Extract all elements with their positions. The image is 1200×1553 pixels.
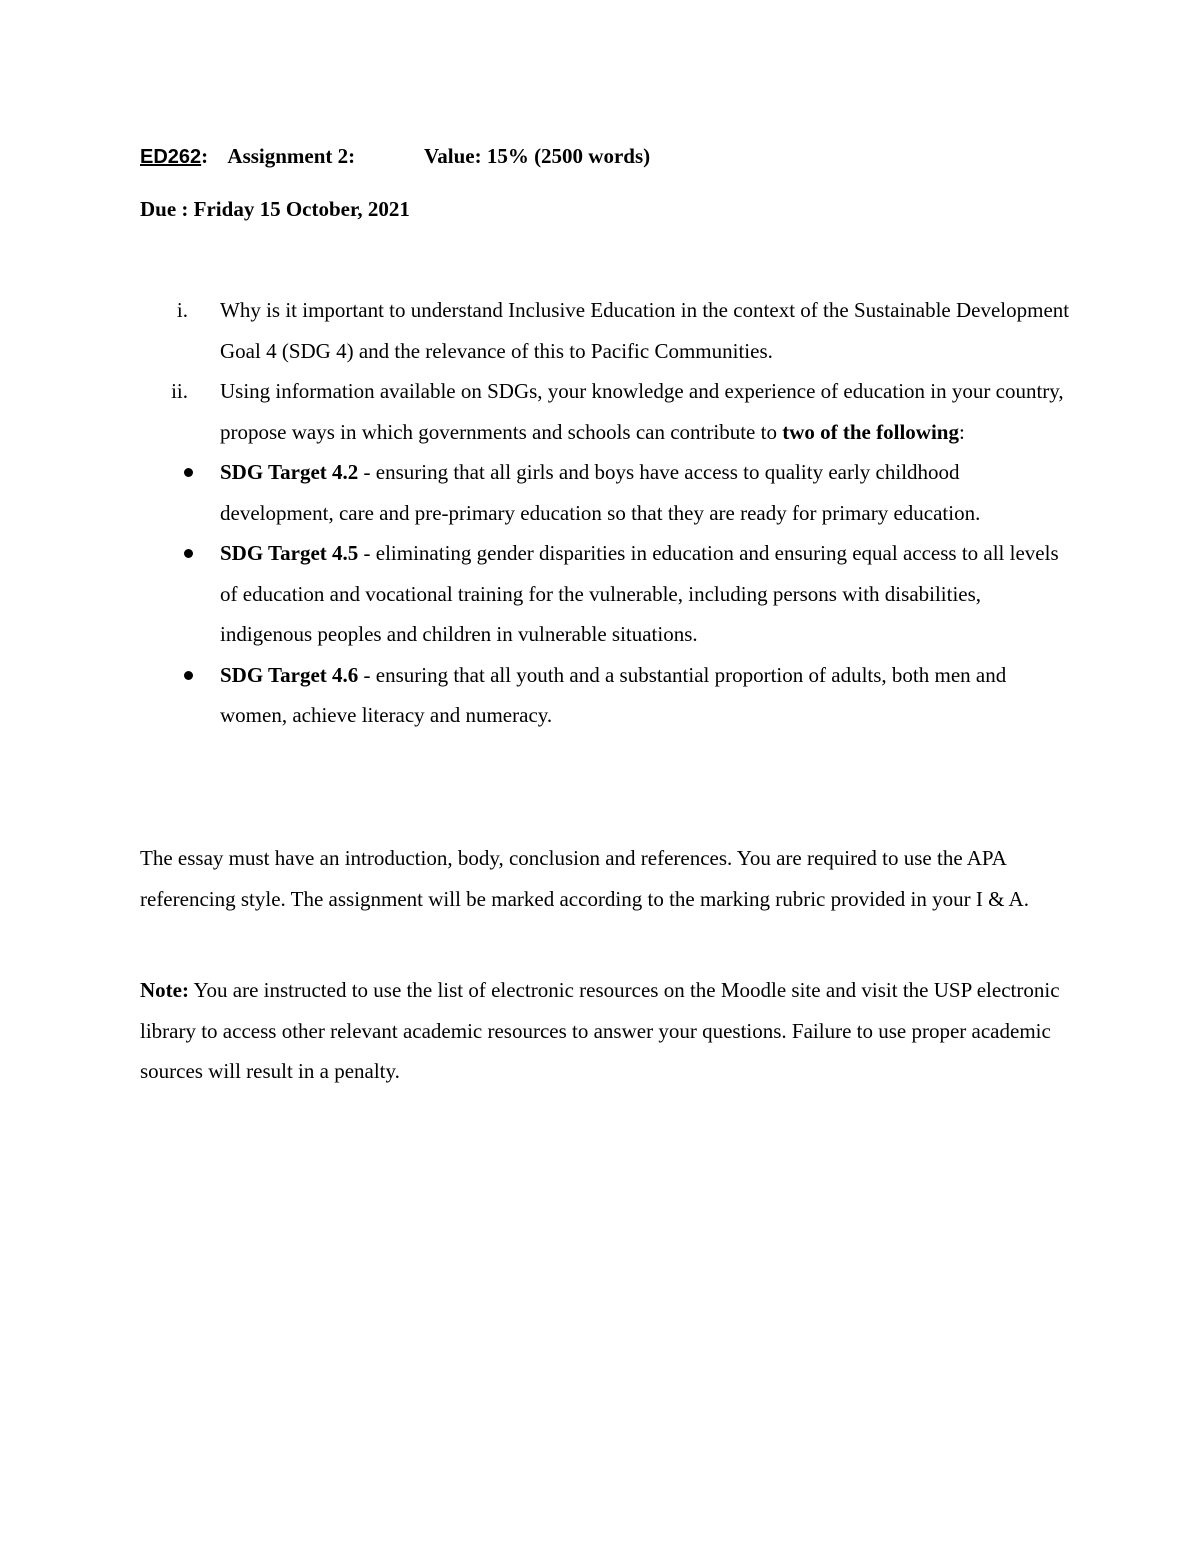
- due-date: Due : Friday 15 October, 2021: [140, 197, 410, 221]
- assignment-header: [140, 142, 651, 171]
- question-list: [140, 290, 1070, 736]
- sdg-target-label: SDG Target 4.2: [220, 460, 359, 484]
- question-text: Using information available on SDGs, your knowledge and experience of education in your country, propose ways in which governments and schools can contribute to: [220, 379, 1064, 444]
- bullet-icon: [184, 549, 193, 558]
- question-item: [140, 371, 1070, 452]
- sdg-target-item: [140, 655, 1070, 736]
- assignment-title: Assignment 2:: [227, 144, 356, 168]
- question-marker: i.: [176, 298, 188, 322]
- essay-requirements-paragraph: The essay must have an introduction, body, conclusion and references. You are required to use the APA referencing style. The assignment will be marked according to the marking rubric provided in your I & A.: [140, 846, 1029, 911]
- question-emphasis: two of the following: [782, 419, 959, 444]
- question-marker: ii.: [171, 379, 188, 403]
- bullet-icon: [184, 671, 193, 680]
- sdg-target-text: - eliminating gender disparities in education and ensuring equal access to all levels of education and vocational training for the vulnerable, including persons with disabilities, indigenous peoples and children in vulnerable situations.: [220, 541, 1059, 646]
- bullet-icon: [184, 468, 193, 477]
- note-text: You are instructed to use the list of electronic resources on the Moodle site and visit the USP electronic library to access other relevant academic resources to answer your questions. Failure to use proper academic sources will result in a penalty.: [140, 978, 1060, 1083]
- question-text-end: :: [958, 419, 965, 444]
- sdg-target-text: - ensuring that all girls and boys have access to quality early childhood development, care and pre-primary education so that they are ready for primary education.: [220, 460, 981, 525]
- sdg-target-label: SDG Target 4.5: [220, 541, 359, 565]
- course-code-colon: :: [201, 144, 209, 168]
- course-code: ED262: [140, 146, 202, 168]
- sdg-target-item: [140, 533, 1070, 655]
- sdg-target-text: - ensuring that all youth and a substantial proportion of adults, both men and women, achieve literacy and numeracy.: [220, 662, 1007, 727]
- note-label: Note:: [140, 978, 189, 1002]
- question-item: [140, 290, 1070, 371]
- note-paragraph: [140, 970, 1070, 1092]
- sdg-target-item: [140, 452, 1070, 533]
- sdg-target-label: SDG Target 4.6: [220, 662, 359, 687]
- assignment-value: Value: 15% (2500 words): [424, 144, 651, 168]
- question-text: Why is it important to understand Inclusive Education in the context of the Sustainable Development Goal 4 (SDG 4) and the relevance of this to Pacific Communities.: [220, 298, 1070, 363]
